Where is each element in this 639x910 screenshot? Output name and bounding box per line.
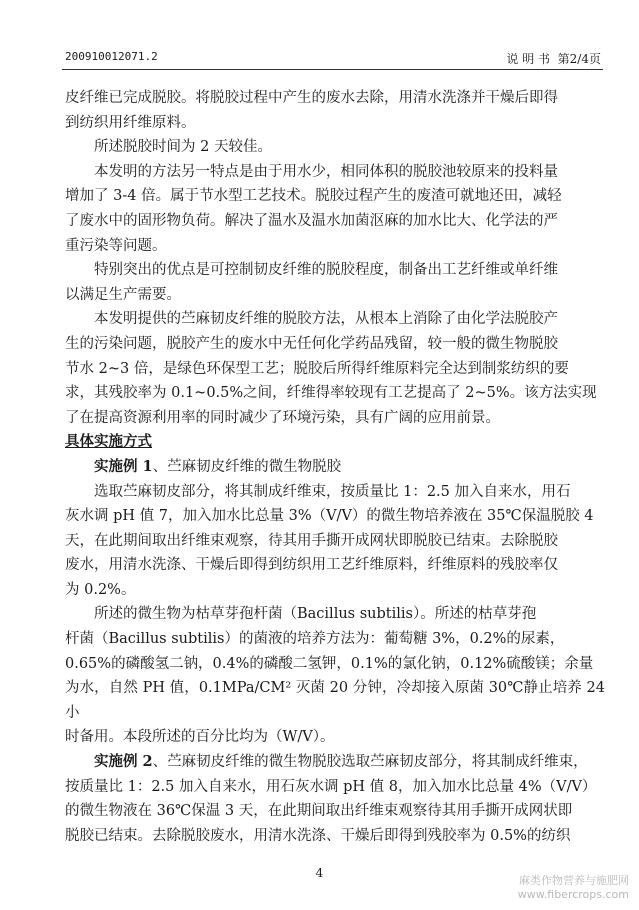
text-line: 脱胶已结束。去除脱胶废水，用清水洗涤、干燥后即得到残胶率为 0.5%的纺织 (65, 827, 571, 844)
example-2-label: 实施例 2 (94, 753, 153, 771)
text-line: 时备用。本段所述的百分比均为（W/V）。 (65, 729, 335, 746)
text-line: 本发明提供的苎麻韧皮纤维的脱胶方法，从根本上消除了由化学法脱胶产 (94, 311, 558, 328)
text-line: 0.65%的磷酸氢二钠，0.4%的磷酸二氢钾，0.1%的氯化钠，0.12%硫酸镁；余量 (65, 655, 594, 672)
text-line: 增加了 3-4 倍。属于节水型工艺技术。脱胶过程产生的废渣可就地还田，减轻 (65, 188, 562, 205)
section-title: 具体实施方式 (65, 433, 152, 451)
text-line: 按质量比 1：2.5 加入自来水，用石灰水调 pH 值 8，加入加水比总量 4%（V/V） (65, 778, 597, 795)
text-line: 重污染等问题。 (65, 237, 167, 254)
text-line: 灰水调 pH 值 7，加入加水比总量 3%（V/V）的微生物培养液在 35℃保温脱胶 4 (65, 508, 594, 525)
page-info: 第2/4页 (557, 52, 601, 66)
example-2-text: 、苎麻韧皮纤维的微生物脱胶选取苎麻韧皮部分，将其制成纤维束， (152, 754, 588, 771)
text-line: 本发明的方法另一特点是由于用水少，相同体积的脱胶池较原来的投料量 (94, 163, 558, 180)
header-rule (62, 69, 603, 70)
text-line: 到纺织用纤维原料。 (65, 114, 196, 131)
text-line: 求，其残胶率为 0.1~0.5%之间，纤维得率较现有工艺提高了 2~5%。该方法实现 (65, 385, 597, 402)
text-line: 的微生物液在 36℃保温 3 天，在此期间取出纤维束观察待其用手撕开成网状即 (65, 803, 573, 820)
text-line: 以满足生产需要。 (65, 286, 181, 303)
doc-title: 说 明 书 (506, 52, 551, 66)
text-line: 为水，自然 PH 值，0.1MPa/CM² 灭菌 20 分钟，冷却接入原菌 30℃静止培养 24 小 (65, 680, 605, 721)
text-line: 特别突出的优点是可控制韧皮纤维的脱胶程度，制备出工艺纤维或单纤维 (94, 262, 558, 279)
text-line: 天，在此期间取出纤维束观察，待其用手撕开成网状即脱胶已结束。去除脱胶 (65, 532, 558, 549)
text-line: 了在提高资源利用率的同时减少了环境污染，具有广阔的应用前景。 (65, 409, 500, 426)
watermark (518, 874, 629, 902)
example-2-heading (65, 750, 605, 775)
example-1-label: 实施例 1 (94, 457, 153, 475)
document-body (65, 86, 605, 848)
watermark-line-1: 麻类作物营养与施肥网 (519, 874, 629, 887)
text-line: 杆菌（Bacillus subtilis）的菌液的培养方法为：葡萄糖 3%，0.2%的尿素， (65, 631, 565, 648)
text-line: 生的污染问题，脱胶产生的废水中无任何化学药品残留，较一般的微生物脱胶 (65, 335, 558, 352)
text-line: 废水，用清水洗涤、干燥后即得到纺织用工艺纤维原料，纤维原料的残胶率仅 (65, 557, 558, 574)
text-line: 节水 2~3 倍，是绿色环保型工艺；脱胶后所得纤维原料完全达到制浆纺织的要 (65, 360, 569, 377)
example-1-heading (65, 455, 605, 480)
text-line: 所述的微生物为枯草芽孢杆菌（Bacillus subtilis）。所述的枯草芽孢 (94, 606, 537, 623)
text-line: 皮纤维已完成脱胶。将脱胶过程中产生的废水去除，用清水洗涤并干燥后即得 (65, 90, 558, 106)
example-1-title: 、苎麻韧皮纤维的微生物脱胶 (152, 458, 342, 475)
text-line: 所述脱胶时间为 2 天较佳。 (94, 139, 272, 156)
doc-number: 200910012071.2 (65, 50, 158, 63)
text-line: 为 0.2%。 (65, 581, 136, 598)
text-line: 选取苎麻韧皮部分，将其制成纤维束，按质量比 1：2.5 加入自来水，用石 (94, 483, 571, 500)
watermark-line-2: www.fibercrops.com (517, 888, 629, 901)
text-line: 了废水中的固形物负荷。解决了温水及温水加菌沤麻的加水比大、化学法的严 (65, 212, 558, 229)
header-right (506, 50, 601, 67)
page-number: 4 (315, 866, 324, 880)
